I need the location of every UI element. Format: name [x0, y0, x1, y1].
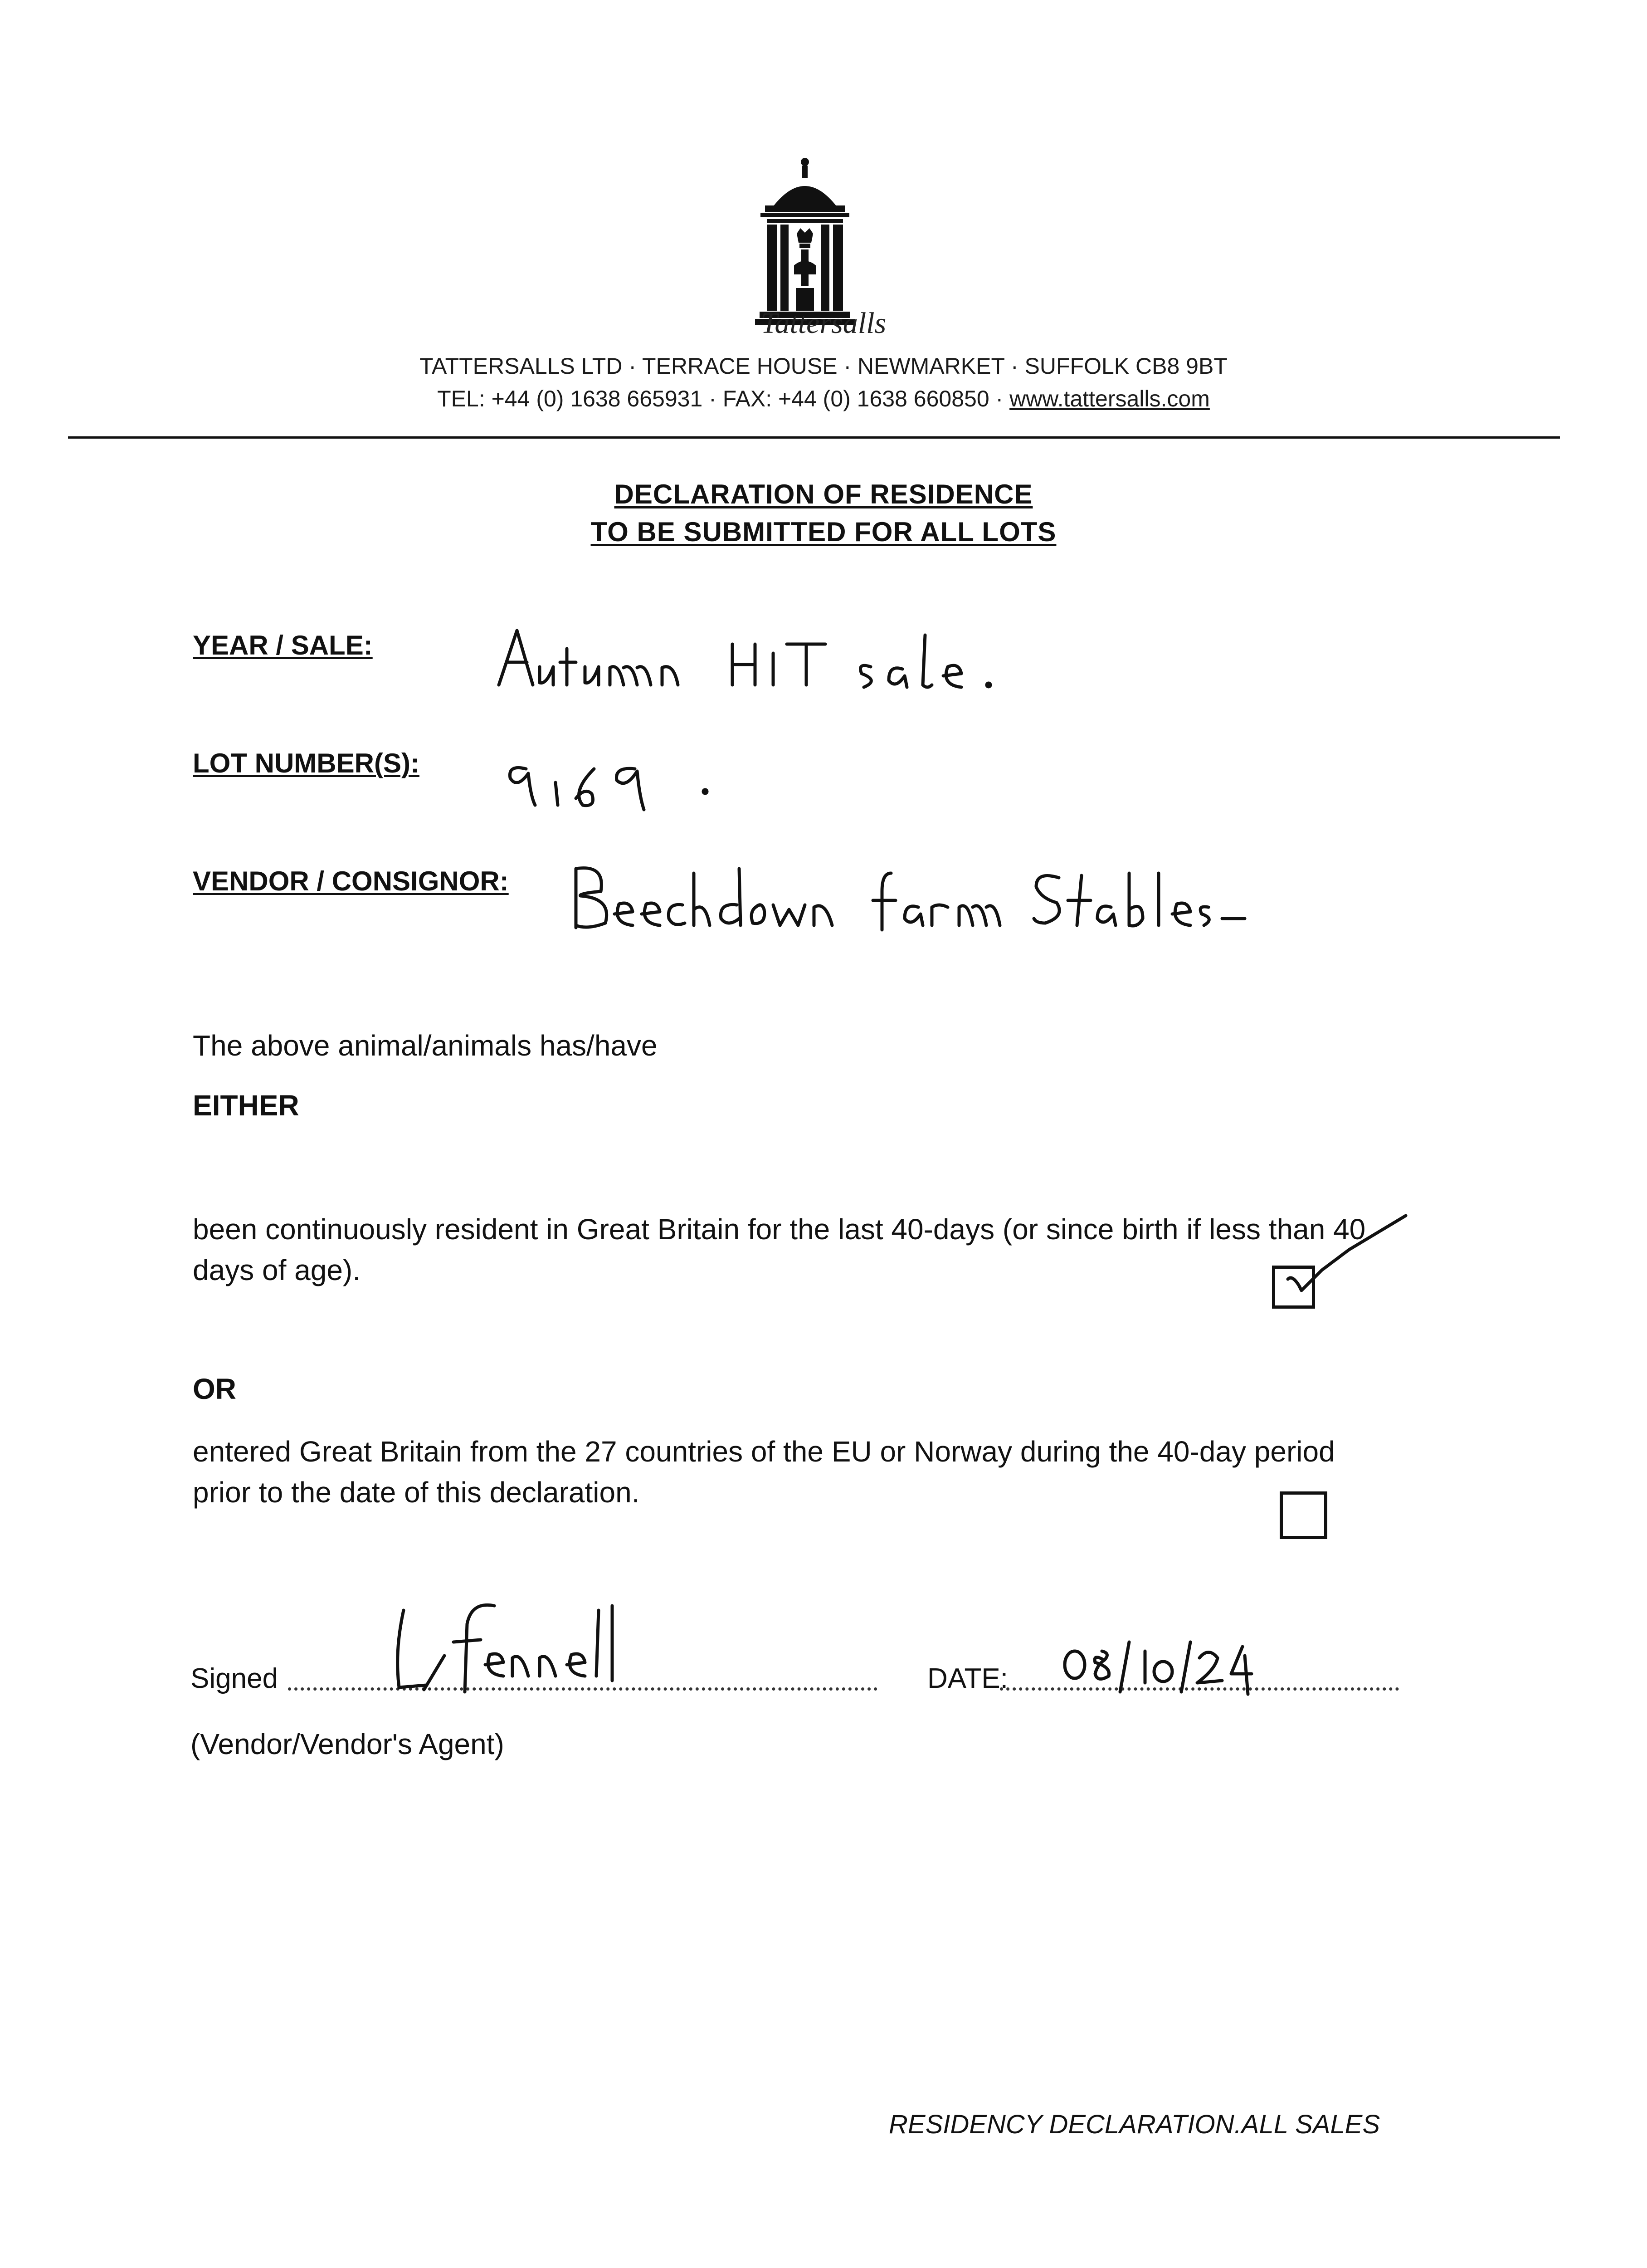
signatory-role: (Vendor/Vendor's Agent): [190, 1728, 504, 1760]
either-label: EITHER: [193, 1089, 299, 1122]
contact-numbers: TEL: +44 (0) 1638 665931 · FAX: +44 (0) 1638 660850 ·: [437, 386, 1010, 411]
brand-name: Tattersalls: [760, 307, 887, 340]
intro-text: The above animal/animals has/have: [193, 1029, 658, 1062]
date-value-image: [1061, 1637, 1297, 1696]
option2-line1: entered Great Britain from the 27 countries of the EU or Norway during the 40-day period: [193, 1435, 1335, 1468]
vendor-label: VENDOR / CONSIGNOR:: [193, 866, 509, 896]
header-divider: [68, 436, 1560, 439]
document-subtitle: TO BE SUBMITTED FOR ALL LOTS: [590, 517, 1057, 547]
website-link[interactable]: www.tattersalls.com: [1009, 386, 1210, 411]
year-sale-label: YEAR / SALE:: [193, 630, 373, 660]
option1-line1: been continuously resident in Great Britain for the last 40-days (or since birth if less than 40: [193, 1213, 1366, 1246]
company-contact: [0, 386, 1647, 412]
signed-label: Signed: [190, 1663, 278, 1694]
footer-text: RESIDENCY DECLARATION.ALL SALES: [889, 2110, 1380, 2139]
option2-line2: prior to the date of this declaration.: [193, 1476, 640, 1509]
vendor-value: [569, 850, 1286, 941]
option2-checkbox[interactable]: [1280, 1491, 1327, 1539]
option1-line2: days of age).: [193, 1254, 361, 1286]
lot-numbers-label: LOT NUMBER(S):: [193, 748, 419, 778]
year-sale-value: [494, 617, 1061, 699]
tattersalls-logo: [755, 156, 855, 329]
signature-image: [385, 1597, 712, 1701]
or-label: OR: [193, 1373, 236, 1405]
company-address: TATTERSALLS LTD · TERRACE HOUSE · NEWMARKET · SUFFOLK CB8 9BT: [419, 353, 1228, 379]
document-title: DECLARATION OF RESIDENCE: [614, 479, 1033, 509]
tick-mark-icon: [1272, 1211, 1413, 1320]
lot-numbers-value: [503, 755, 730, 823]
date-label: DATE:: [927, 1663, 1008, 1694]
